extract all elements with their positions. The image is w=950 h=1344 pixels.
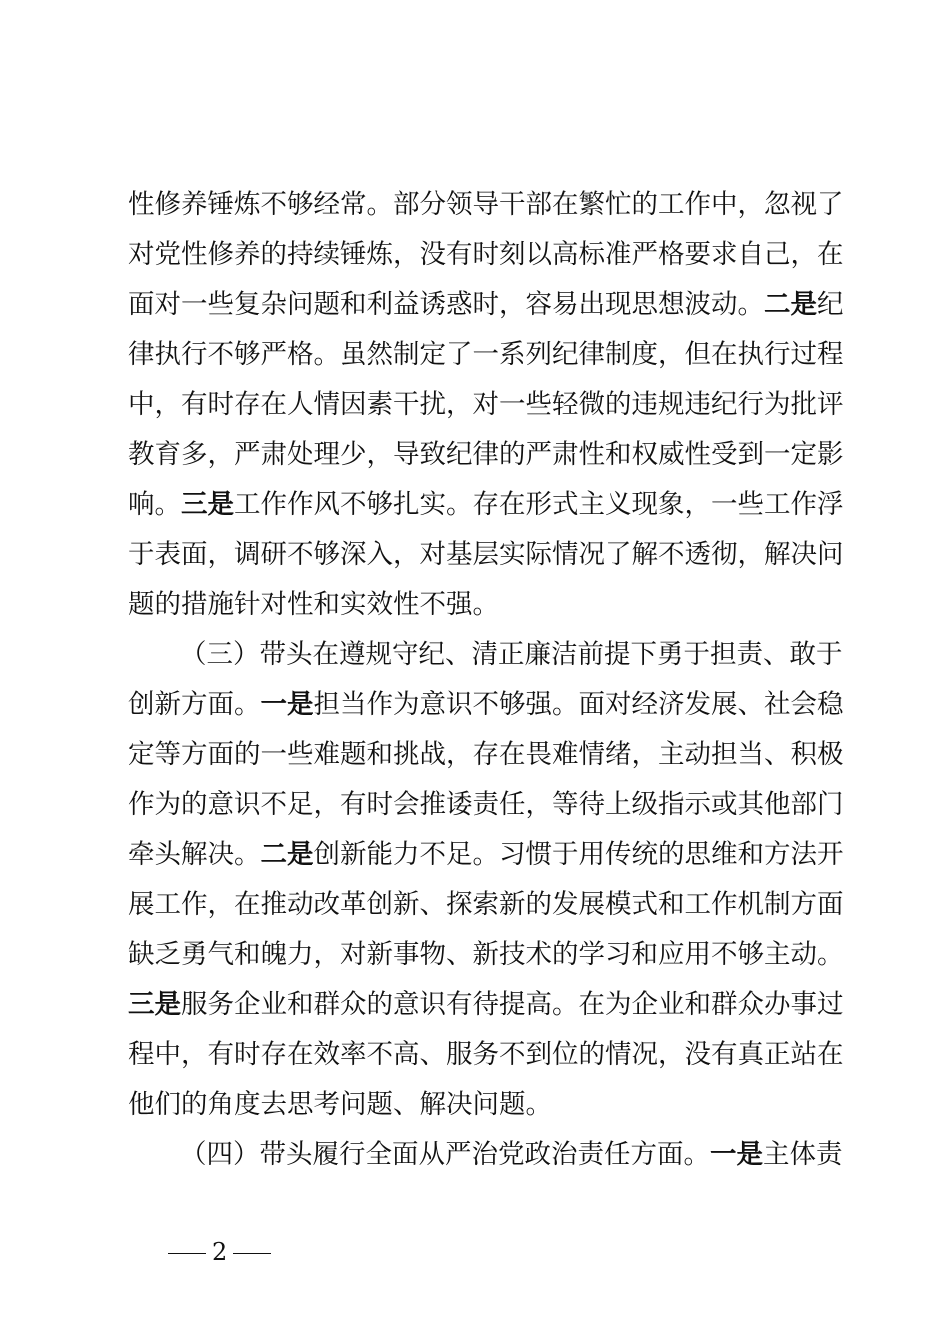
text-segment: 纪 [817, 289, 844, 320]
text-segment: 定等方面的一些难题和挑战，存在畏难情绪，主动担当、积极 [128, 739, 844, 770]
bold-marker: 三是 [128, 989, 181, 1020]
text-line [128, 530, 844, 580]
text-line [128, 980, 844, 1030]
bold-marker: 三是 [181, 489, 234, 520]
page-number: 2 [212, 1238, 228, 1266]
text-line [128, 480, 844, 530]
text-segment: 程中，有时存在效率不高、服务不到位的情况，没有真正站在 [128, 1039, 844, 1070]
text-line [128, 930, 844, 980]
text-segment: 于表面，调研不够深入，对基层实际情况了解不透彻，解决问 [128, 539, 844, 570]
bold-marker: 二是 [260, 839, 314, 870]
text-segment: 对党性修养的持续锤炼，没有时刻以高标准严格要求自己，在 [128, 239, 844, 270]
text-segment: 题的措施针对性和实效性不强。 [128, 589, 499, 620]
text-line [128, 880, 844, 930]
text-segment: 工作作风不够扎实。存在形式主义现象，一些工作浮 [234, 489, 844, 520]
text-line [128, 380, 844, 430]
text-segment: 作为的意识不足，有时会推诿责任，等待上级指示或其他部门 [128, 789, 844, 820]
text-line [180, 630, 843, 680]
text-line [128, 1080, 832, 1130]
text-segment: 教育多，严肃处理少，导致纪律的严肃性和权威性受到一定影 [128, 439, 844, 470]
page-footer [162, 1238, 277, 1266]
text-segment: 律执行不够严格。虽然制定了一系列纪律制度，但在执行过程 [128, 339, 844, 370]
text-segment: 创新能力不足。习惯于用传统的思维和方法开 [313, 839, 844, 870]
bold-marker: 一是 [260, 689, 314, 720]
text-line [128, 680, 844, 730]
text-line [128, 180, 844, 230]
text-segment: 中，有时存在人情因素干扰，对一些轻微的违规违纪行为批评 [128, 389, 844, 420]
text-segment: 缺乏勇气和魄力，对新事物、新技术的学习和应用不够主动。 [128, 939, 844, 970]
text-segment: 牵头解决。 [128, 839, 261, 870]
text-segment: 响。 [128, 489, 181, 520]
text-line [128, 230, 844, 280]
text-line [128, 730, 844, 780]
text-line [128, 330, 844, 380]
footer-dash-right [233, 1253, 271, 1254]
text-segment: 主体责 [763, 1139, 843, 1170]
text-line [128, 830, 844, 880]
text-segment: 担当作为意识不够强。面对经济发展、社会稳 [313, 689, 844, 720]
text-segment: 面对一些复杂问题和利益诱惑时，容易出现思想波动。 [128, 289, 764, 320]
text-segment: 性修养锤炼不够经常。部分领导干部在繁忙的工作中，忽视了 [128, 189, 844, 220]
text-line [128, 280, 844, 330]
bold-marker: 二是 [764, 289, 817, 320]
text-line [128, 430, 844, 480]
text-line [128, 1030, 844, 1080]
text-segment: 展工作，在推动改革创新、探索新的发展模式和工作机制方面 [128, 889, 844, 920]
text-segment: （三）带头在遵规守纪、清正廉洁前提下勇于担责、敢于 [180, 639, 843, 670]
text-segment: （四）带头履行全面从严治党政治责任方面。 [180, 1139, 710, 1170]
text-segment: 他们的角度去思考问题、解决问题。 [128, 1089, 552, 1120]
footer-dash-left [168, 1253, 206, 1254]
text-line [180, 1130, 843, 1180]
text-line [128, 580, 832, 630]
text-segment: 创新方面。 [128, 689, 261, 720]
bold-marker: 一是 [710, 1139, 763, 1170]
text-line [128, 780, 844, 830]
text-segment: 服务企业和群众的意识有待提高。在为企业和群众办事过 [181, 989, 844, 1020]
